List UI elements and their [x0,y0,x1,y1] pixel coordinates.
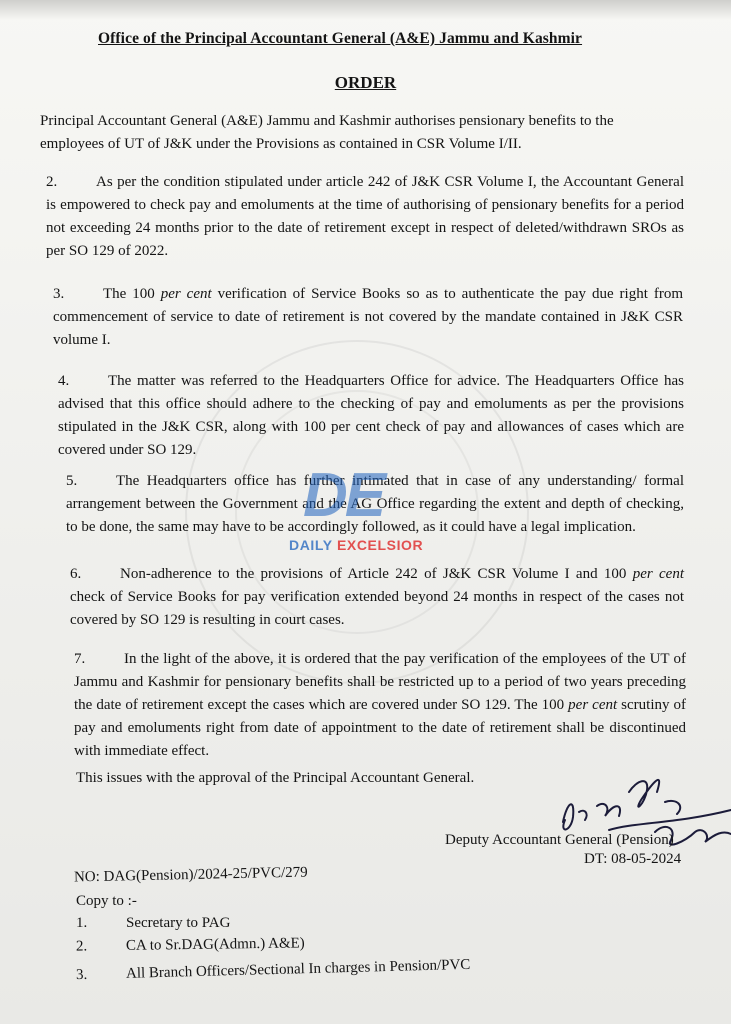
copy-to-item [76,935,305,955]
paragraph-number: 2. [46,174,58,190]
paragraph-number: 7. [74,651,86,667]
copy-item-text: CA to Sr.DAG(Admn.) A&E) [125,935,305,954]
watermark-logo-text: DE [303,461,384,530]
paragraph-text-cont: scrutiny of pay and emoluments right from date of appointment to the date of retirement shall be discontinued with immediate effect. [74,697,686,759]
paragraph-text: The matter was referred to the Headquarters Office for advice. The Headquarters Office has advised that this office should adhere to the checking of pay and emoluments as per the provisions stipulated in the J&K CSR, along with 100 per cent check of pay and allowances of cases which are covered under SO 129. [58,373,684,458]
order-title: ORDER [334,73,397,92]
paragraph-7 [74,648,686,763]
intro-line-2: employees of UT of J&K under the Provisions as contained in CSR Volume I/II. [40,136,522,152]
paragraph-text: Non-adherence to the provisions of Article 242 of J&K CSR Volume I and 100 [120,566,633,582]
paragraph-text-cont: verification of Service Books so as to authenticate the pay due right from commencement of service to date of retirement is not covered by the mandate contained in J&K CSR volume I. [53,286,683,348]
copy-item-number: 1. [76,915,88,931]
copy-to-item [76,915,230,932]
emphasis-per-cent: per cent [160,286,212,302]
order-date: DT: 08-05-2024 [584,851,682,867]
paragraph-text: As per the condition stipulated under article 242 of J&K CSR Volume I, the Accountant General is empowered to check pay and emoluments at the time of authorising of pensionary benefits for a period not exceeding 24 months prior to the date of retirement except in respect of deleted/withdrawn SROs as per SO 129 of 2022. [46,174,684,259]
emphasis-per-cent: per cent [632,566,684,582]
watermark-name-part1: DAILY [289,537,337,553]
copy-to-title: Copy to :- [76,893,137,909]
approval-line: This issues with the approval of the Principal Accountant General. [76,770,475,786]
paragraph-number: 6. [70,566,82,582]
paragraph-text: In the light of the above, it is ordered that the pay verification of the employees of the UT of Jammu and Kashmir for pensionary benefits shall be restricted up to a period of two years preceding the date of retirement except the cases which are covered under SO 129. The 100 [74,651,686,713]
office-header: Office of the Principal Accountant General (A&E) Jammu and Kashmir [98,30,583,47]
copy-item-text: All Branch Officers/Sectional In charges in Pension/PVC [125,956,471,982]
copy-item-number: 3. [75,966,88,984]
paragraph-text-cont: check of Service Books for pay verification extended beyond 24 months in respect of the cases not covered by SO 129 is resulting in court cases. [70,589,684,628]
paragraph-2 [46,171,684,263]
copy-to-item [76,957,471,984]
paragraph-text: The Headquarters office has further intimated that in case of any understanding/ formal arrangement between the Government and the AG Office regarding the extent and depth of checking, to be done, the same may have to be accordingly followed, as it could have a legal implication. [66,473,684,535]
copy-item-text: Secretary to PAG [126,915,231,931]
watermark-name [289,537,423,553]
paragraph-number: 5. [66,473,78,489]
copy-item-number: 2. [75,938,88,955]
page-edge-shadow [0,0,731,20]
paragraph-number: 4. [58,373,70,389]
paragraph-text: The 100 [103,286,161,302]
watermark-name-part2: EXCELSIOR [336,537,424,553]
emphasis-per-cent: per cent [568,697,618,713]
reference-number: NO: DAG(Pension)/2024-25/PVC/279 [73,864,308,886]
watermark-logo [303,460,383,531]
signatory-designation: Deputy Accountant General (Pension) [445,832,674,848]
intro-line-1: Principal Accountant General (A&E) Jammu and Kashmir authorises pensionary benefits to the [40,113,614,129]
paragraph-6 [70,563,684,632]
paragraph-number: 3. [53,286,65,302]
